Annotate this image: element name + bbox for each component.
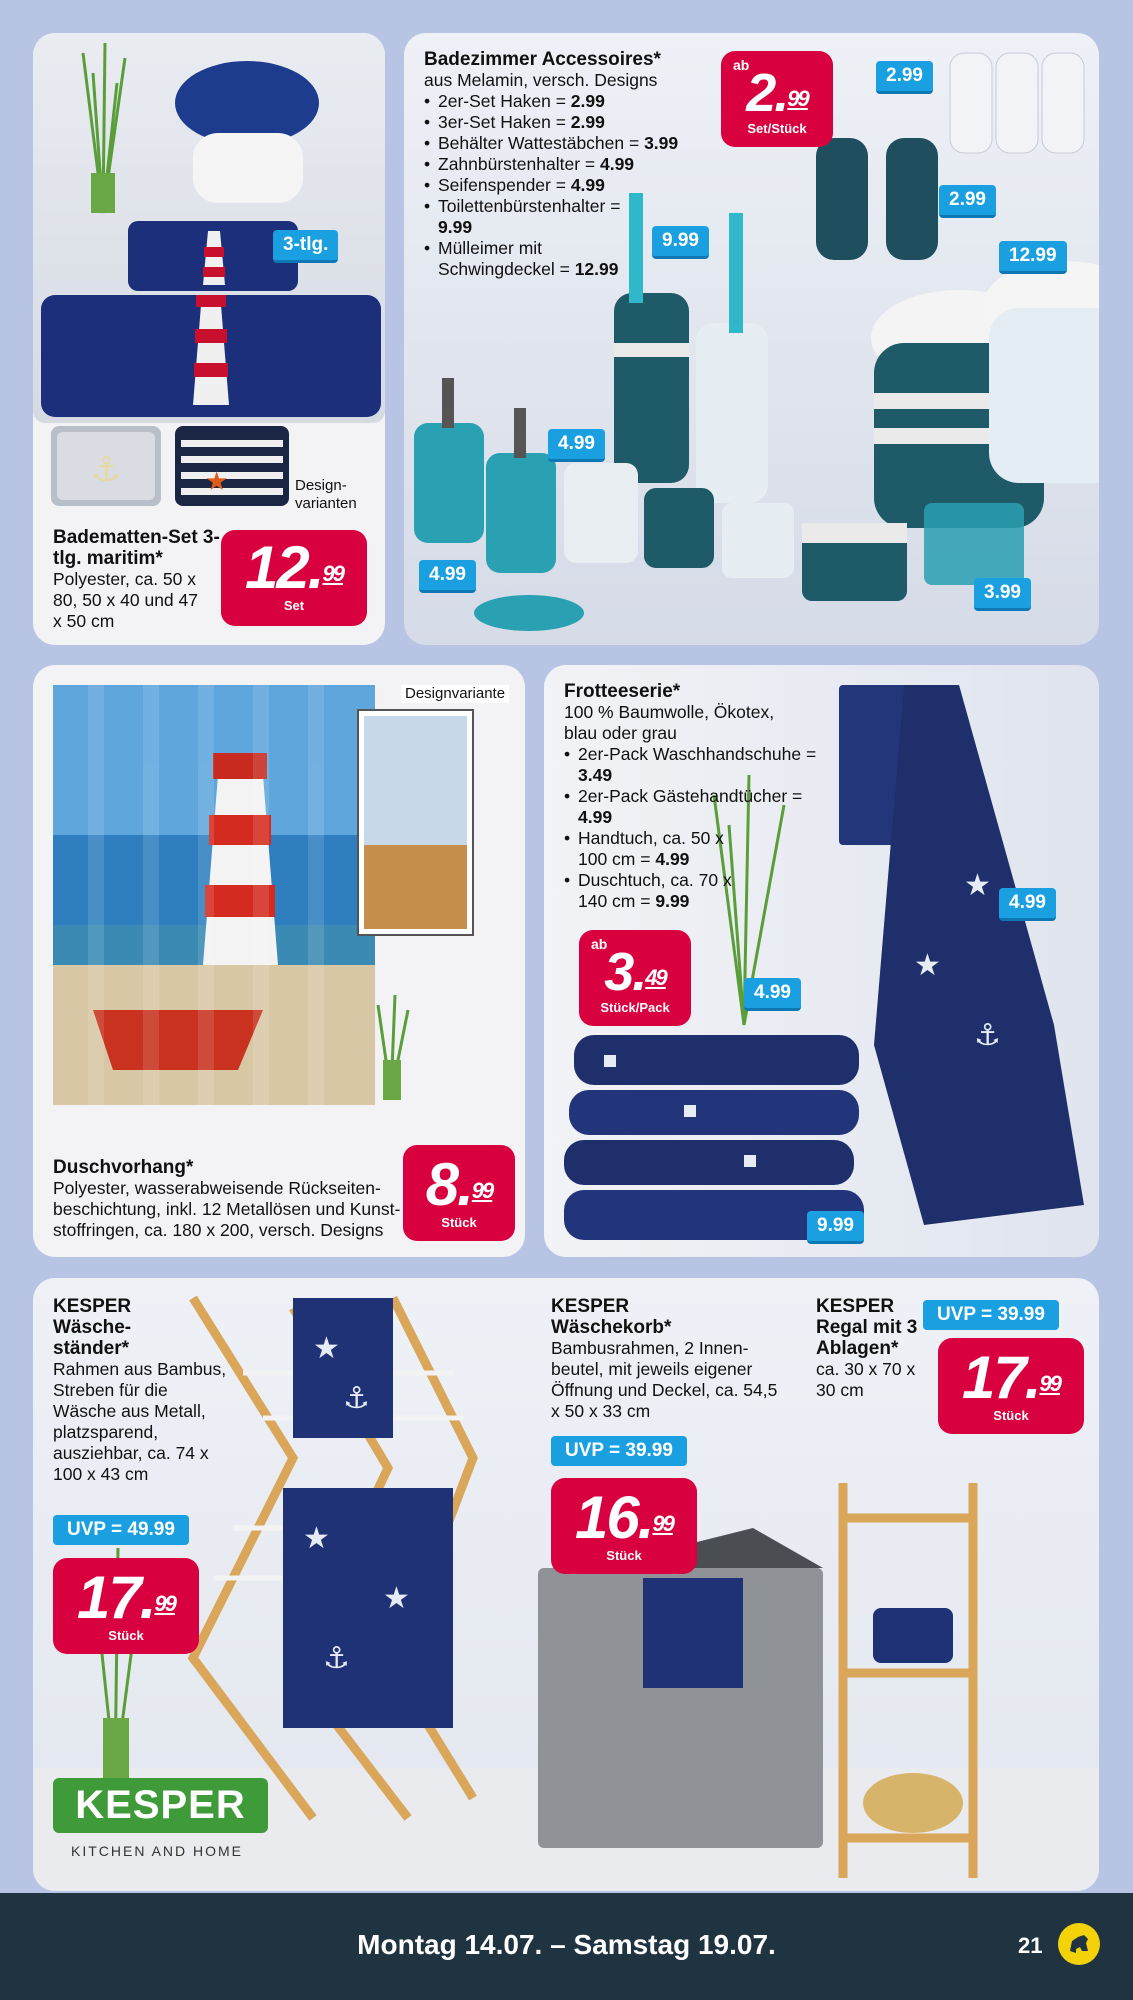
curtain-illustration xyxy=(33,665,525,1105)
hamper-price xyxy=(551,1478,697,1574)
svg-text:⚓: ⚓ xyxy=(343,1381,370,1416)
svg-text:★: ★ xyxy=(964,868,991,903)
list-item: • Seifenspender = 4.99 xyxy=(424,175,704,196)
towels-card xyxy=(544,665,1099,1257)
curtain-design-note: Designvariante xyxy=(401,685,509,703)
list-item: • 2er-Set Haken = 2.99 xyxy=(424,91,704,112)
kesper-card xyxy=(33,1278,1099,1891)
price-tag: 2.99 xyxy=(876,61,933,94)
svg-text:★: ★ xyxy=(383,1581,410,1616)
netto-scottie-icon xyxy=(1058,1923,1100,1965)
curtain-price xyxy=(403,1145,515,1241)
bathmat-photo xyxy=(33,33,385,423)
towels-price-prefix: ab xyxy=(591,936,608,952)
svg-text:★: ★ xyxy=(313,1331,340,1366)
towels-title: Frotteeserie* xyxy=(564,681,681,702)
shelf-desc: ca. 30 x 70 x 30 cm xyxy=(816,1359,916,1400)
bathmat-title: Badematten-Set 3-tlg. maritim* xyxy=(53,527,220,569)
price-tag: 4.99 xyxy=(744,978,801,1011)
bathmat-price-unit: Set xyxy=(283,598,305,613)
bathmat-count-tag: 3-tlg. xyxy=(273,230,338,263)
svg-text:★: ★ xyxy=(914,948,941,983)
page-number: 21 xyxy=(1018,1933,1043,1958)
rack-desc: Rahmen aus Bambus, Streben für die Wäsche aus Metall, platzsparend, ausziehbar, ca. 74 x 100 x 43 cm xyxy=(53,1359,227,1484)
price-tag: 2.99 xyxy=(939,185,996,218)
kesper-logo xyxy=(53,1778,268,1833)
bathmat-price-cents: 99 xyxy=(322,561,343,586)
rack-price-cents: 99 xyxy=(154,1591,175,1616)
hamper-uvp: UVP = 39.99 xyxy=(551,1436,687,1466)
shelf-title: Regal mit 3 Ablagen* xyxy=(816,1317,918,1359)
bathmat-card xyxy=(33,33,385,645)
curtain-title: Duschvorhang* xyxy=(53,1157,194,1178)
list-item: • Behälter Wattestäbchen = 3.99 xyxy=(424,133,704,154)
list-item: • 2er-Pack Gästehandtücher = 4.99 xyxy=(564,786,824,828)
bathmat-variant-anchor xyxy=(51,426,161,506)
accessories-subtitle: aus Melamin, versch. Designs xyxy=(424,70,658,90)
towels-price-main: 3. xyxy=(604,942,646,1002)
hamper-price-main: 16. xyxy=(575,1484,653,1551)
svg-text:⚓: ⚓ xyxy=(323,1641,350,1676)
accessories-price-cents: 99 xyxy=(787,86,808,111)
price-tag: 4.99 xyxy=(999,888,1056,921)
price-tag: 12.99 xyxy=(999,241,1067,274)
towels-price-unit: Stück/Pack xyxy=(600,1000,670,1015)
price-tag: 4.99 xyxy=(419,560,476,593)
curtain-price-cents: 99 xyxy=(471,1178,493,1203)
towels-price xyxy=(579,930,691,1026)
svg-text:★: ★ xyxy=(303,1521,330,1556)
accessories-price-main: 2. xyxy=(746,63,788,123)
bathmat-variant-stripes xyxy=(175,426,289,506)
svg-text:★: ★ xyxy=(205,467,229,497)
rack-title: Wäsche-ständer* xyxy=(53,1317,132,1359)
shelf-price xyxy=(938,1338,1084,1434)
list-item: • Handtuch, ca. 50 x 100 cm = 4.99 xyxy=(564,828,754,870)
list-item: • 2er-Pack Waschhandschuhe = 3.49 xyxy=(564,744,824,786)
list-item: • 3er-Set Haken = 2.99 xyxy=(424,112,704,133)
rack-price xyxy=(53,1558,199,1654)
hamper-price-cents: 99 xyxy=(652,1511,673,1536)
bathmat-price-main: 12. xyxy=(245,534,323,601)
curtain-card xyxy=(33,665,525,1257)
logo-tagline: KITCHEN AND HOME xyxy=(71,1843,244,1859)
hamper-title: Wäschekorb* xyxy=(551,1317,672,1338)
rack-price-main: 17. xyxy=(77,1564,155,1631)
list-item: • Toilettenbürstenhalter = 9.99 xyxy=(424,196,634,238)
hamper-brand: KESPER xyxy=(551,1296,630,1317)
rack-brand: KESPER xyxy=(53,1296,132,1317)
footer xyxy=(0,1893,1133,2000)
price-tag: 9.99 xyxy=(652,226,709,259)
shelf-uvp: UVP = 39.99 xyxy=(923,1300,1059,1330)
towels-subtitle: 100 % Baumwolle, Ökotex, blau oder grau xyxy=(564,702,775,743)
accessories-price xyxy=(721,51,833,147)
accessories-price-prefix: ab xyxy=(733,57,750,73)
rack-price-unit: Stück xyxy=(108,1628,144,1643)
bathmat-illustration xyxy=(33,33,385,423)
curtain-price-unit: Stück xyxy=(441,1215,477,1230)
accessories-title: Badezimmer Accessoires* xyxy=(424,49,661,70)
price-tag: 9.99 xyxy=(807,1211,864,1244)
shelf-brand: KESPER xyxy=(816,1296,895,1317)
bathmat-desc: Polyester, ca. 50 x 80, 50 x 40 und 47 x 50 cm xyxy=(53,569,198,631)
towels-price-cents: 49 xyxy=(645,965,666,990)
accessories-price-unit: Set/Stück xyxy=(747,121,807,136)
bathmat-price xyxy=(221,530,367,626)
list-item: • Duschtuch, ca. 70 x 140 cm = 9.99 xyxy=(564,870,754,912)
hamper-price-unit: Stück xyxy=(606,1548,642,1563)
svg-text:⚓: ⚓ xyxy=(90,450,122,490)
logo-name: KESPER xyxy=(75,1783,246,1827)
price-tag: 3.99 xyxy=(974,578,1031,611)
curtain-price-main: 8. xyxy=(425,1151,472,1218)
shelf-price-main: 17. xyxy=(962,1344,1040,1411)
accessories-card xyxy=(404,33,1099,645)
price-tag: 4.99 xyxy=(548,429,605,462)
shelf-price-unit: Stück xyxy=(993,1408,1029,1423)
curtain-desc: Polyester, wasserabweisende Rückseiten-beschichtung, inkl. 12 Metallösen und Kunst-stoffringen, ca. 180 x 200, versch. Designs xyxy=(53,1178,401,1240)
bathmat-design-note: Design-varianten xyxy=(295,477,357,512)
rack-uvp: UVP = 49.99 xyxy=(53,1515,189,1545)
list-item: • Zahnbürstenhalter = 4.99 xyxy=(424,154,704,175)
shelf-price-cents: 99 xyxy=(1039,1371,1060,1396)
list-item: • Mülleimer mit Schwingdeckel = 12.99 xyxy=(424,238,654,280)
hamper-desc: Bambusrahmen, 2 Innen-beutel, mit jeweils eigener Öffnung und Deckel, ca. 54,5 x 50 x 33 cm xyxy=(551,1338,778,1421)
towels-list xyxy=(564,744,824,912)
svg-text:⚓: ⚓ xyxy=(974,1018,1001,1053)
footer-dates: Montag 14.07. – Samstag 19.07. xyxy=(357,1929,776,1960)
